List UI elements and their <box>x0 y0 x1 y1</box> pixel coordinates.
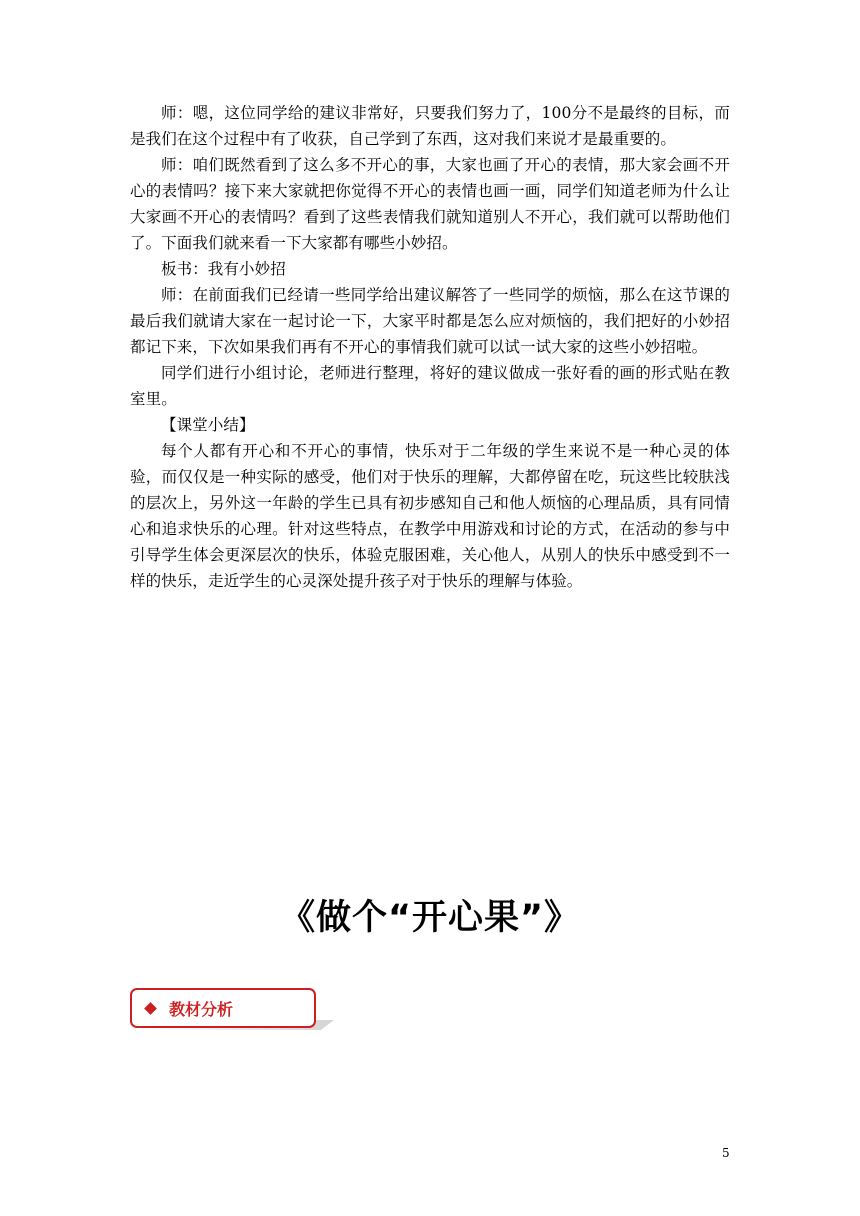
paragraph-teacher-feedback: 师：嗯，这位同学给的建议非常好，只要我们努力了，100分不是最终的目标，而是我们在这个过程中有了收获，自己学到了东西，这对我们来说才是最重要的。 <box>130 104 730 148</box>
paragraph-unhappy-faces: 师：咱们既然看到了这么多不开心的事，大家也画了开心的表情，那大家会画不开心的表情吗？接下来大家就把你觉得不开心的表情也画一画，同学们知道老师为什么让大家画不开心的表情吗？看到了这些表情我们就知道别人不开心，我们就可以帮助他们了。下面我们就来看一下大家都有哪些小妙招。 <box>130 156 730 252</box>
page-number: 5 <box>722 1146 730 1160</box>
class-summary-heading: 【课堂小结】 <box>161 416 255 434</box>
paragraph-class-summary: 每个人都有开心和不开心的事情，快乐对于二年级的学生来说不是一种心灵的体验，而仅仅是一种实际的感受，他们对于快乐的理解，大都停留在吃，玩这些比较肤浅的层次上，另外这一年龄的学生已具有初步感知自己和他人烦恼的心理品质，具有同情心和追求快乐的心理。针对这些特点，在教学中用游戏和讨论的方式，在活动的参与中引导学生体会更深层次的快乐，体验克服困难，关心他人，从别人的快乐中感受到不一样的快乐，走近学生的心灵深处提升孩子对于快乐的理解与体验。 <box>130 442 730 590</box>
section-label: 教材分析 <box>169 999 234 1019</box>
paragraph-blackboard-note: 板书：我有小妙招 <box>161 260 286 278</box>
paragraph-discussion-intro: 师：在前面我们已经请一些同学给出建议解答了一些同学的烦恼，那么在这节课的最后我们就请大家在一起讨论一下，大家平时都是怎么应对烦恼的，我们把好的小妙招都记下来，下次如果我们再有不开心的事情我们就可以试一试大家的这些小妙招啦。 <box>130 286 730 356</box>
diamond-icon <box>144 1002 157 1015</box>
section-tab-textbook-analysis <box>130 988 316 1028</box>
paragraph-group-discussion: 同学们进行小组讨论，老师进行整理，将好的建议做成一张好看的画的形式贴在教室里。 <box>130 364 730 408</box>
lesson-title: 《做个“开心果”》 <box>279 898 580 938</box>
score-number: 100 <box>541 104 572 122</box>
document-body <box>130 100 730 594</box>
